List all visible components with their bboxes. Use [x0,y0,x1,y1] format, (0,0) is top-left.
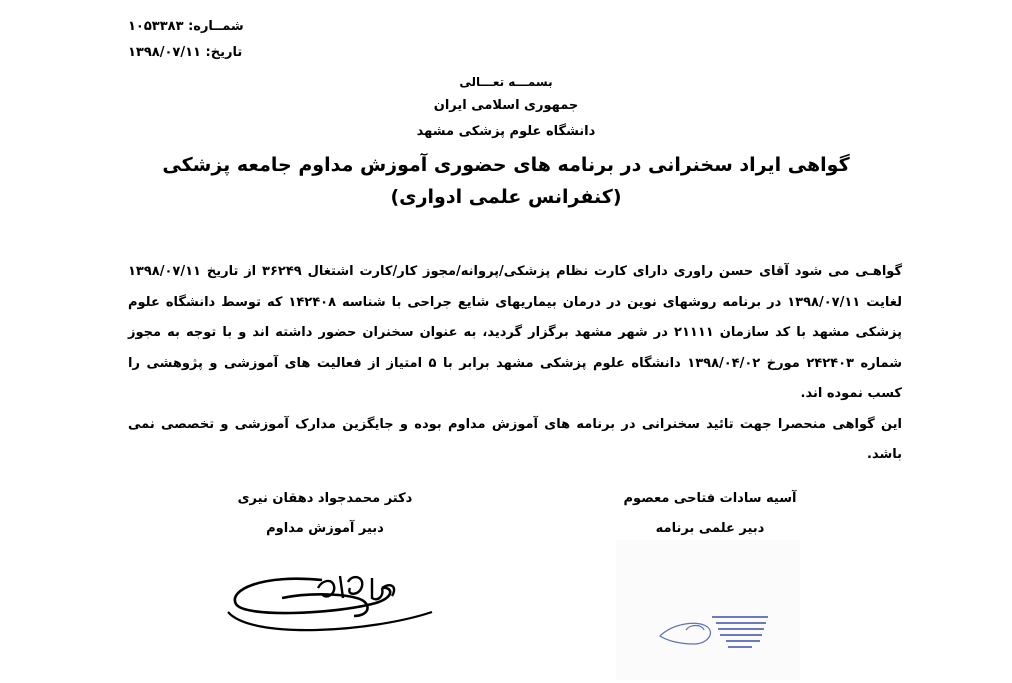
certificate-title: گواهی ایراد سخنرانی در برنامه های حضوری آموزش مداوم جامعه پزشکی [162,154,850,176]
blue-stamp-icon [616,540,800,680]
signer-left-role: دبیر آموزش مداوم [266,521,384,536]
certificate-paragraph-main: گواهـی می شود آقای حسن راوری دارای کارت نظام پزشکی/پروانه/مجوز کار/کارت اشتغال ۳۶۲۴۹ از تاریخ ۱۳۹۸/۰۷/۱۱ لغایت ۱۳۹۸/۰۷/۱۱ در برنامه روشهای نوین در درمان بیماریهای شایع جراحی با شناسه ۱۴۲۴۰۸ که توسط دانشگاه علوم پزشکی مشهد با کد سازمان ۲۱۱۱۱ در شهر مشهد برگزار گردید، به عنوان سخنران حضور داشته اند و با توجه به مجوز شماره ۲۴۲۴۰۳ مورخ ۱۳۹۸/۰۴/۰۲ دانشگاه علوم پزشکی مشهد برابر با ۵ امتیاز از فعالیت های آموزشی و پژوهشی را کسب نموده اند. [128,264,903,401]
signature-block-right [620,484,800,544]
bismillah-heading: بسمـــه تعـــالی [459,75,553,89]
signer-right-name: آسیه سادات فتاحی معصوم [623,491,797,506]
document-meta [128,14,244,66]
certificate-paragraph-disclaimer: این گواهی منحصرا جهت تائید سخنرانی در برنامه های آموزش مداوم بوده و جایگزین مدارک آموزشی و تخصصی نمی باشد. [128,416,902,462]
signer-left-name: دکتر محمدجواد دهقان نیری [237,491,413,506]
stamp-area [616,540,800,680]
document-number: شمــاره: ۱۰۵۳۳۸۳ [128,19,244,34]
certificate-body [128,257,902,471]
university-heading: دانشگاه علوم پزشکی مشهد [416,124,596,139]
certificate-subtitle: (کنفرانس علمی ادواری) [390,186,622,208]
document-date: تاریخ: ۱۳۹۸/۰۷/۱۱ [128,45,243,60]
signature-block-left [228,484,422,544]
handwritten-signature-icon [222,552,452,642]
signer-right-role: دبیر علمی برنامه [655,521,765,536]
republic-heading: جمهوری اسلامی ایران [433,98,579,113]
